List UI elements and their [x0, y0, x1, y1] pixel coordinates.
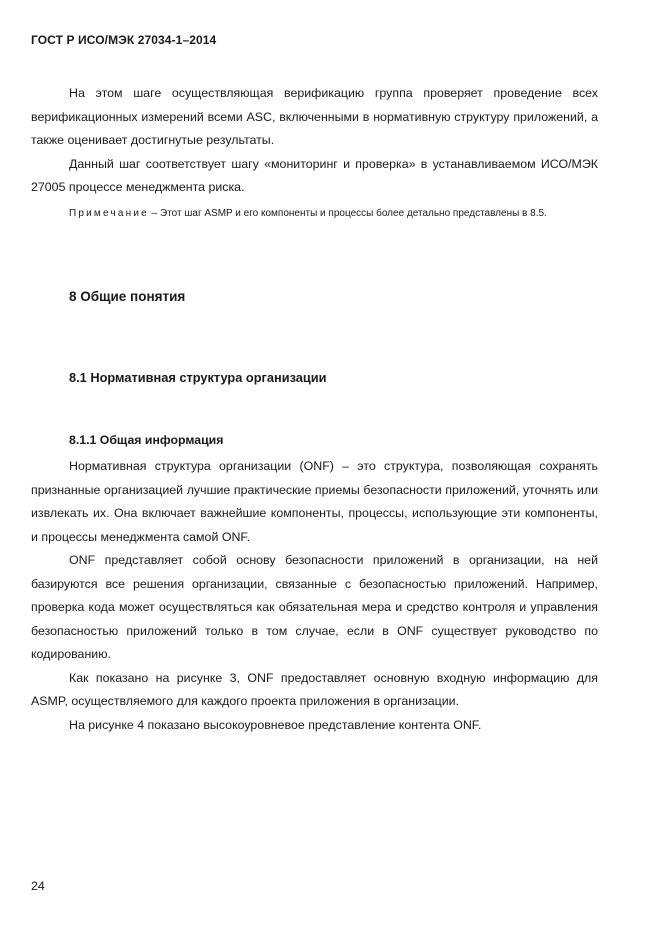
section-body — [31, 455, 598, 737]
paragraph: Нормативная структура организации (ONF) – это структура, позволяющая сохранять признанные организацией лучшие практические приемы безопасности приложений, уточнять или извлекать их. Она включает важнейшие компоненты, процессы, использующие эти компоненты, и процессы менеджмента самой ONF. — [31, 459, 598, 544]
document-header: ГОСТ Р ИСО/МЭК 27034-1–2014 — [31, 33, 217, 47]
note-label: Примечание — [69, 208, 149, 219]
paragraph: На этом шаге осуществляющая верификацию группа проверяет проведение всех верификационных измерений всеми ASC, включенными в нормативную структуру приложений, а также оценивает достигнутые результаты. — [31, 86, 598, 147]
note-text: – Этот шаг ASMP и его компоненты и процессы более детально представлены в 8.5. — [148, 208, 547, 219]
page-number: 24 — [31, 879, 45, 893]
subsection-heading: 8.1 Нормативная структура организации — [69, 370, 327, 385]
intro-text — [31, 82, 598, 200]
section-heading: 8 Общие понятия — [69, 289, 186, 304]
subsubsection-heading: 8.1.1 Общая информация — [69, 433, 224, 447]
paragraph: ONF представляет собой основу безопасности приложений в организации, на ней базируются все решения организации, связанные с безопасностью приложений. Например, проверка кода может осуществляться как обязательная мера и средство контроля и управления безопасностью приложений только в том случае, если в ONF существует руководство по кодированию. — [31, 553, 598, 661]
paragraph: Как показано на рисунке 3, ONF предоставляет основную входную информацию для ASMP, осуществляемого для каждого проекта приложения в организации. — [31, 670, 598, 708]
note — [31, 203, 598, 224]
paragraph: На рисунке 4 показано высокоуровневое представление контента ONF. — [69, 717, 482, 732]
paragraph: Данный шаг соответствует шагу «мониторинг и проверка» в устанавливаемом ИСО/МЭК 27005 процессе менеджмента риска. — [31, 156, 598, 194]
